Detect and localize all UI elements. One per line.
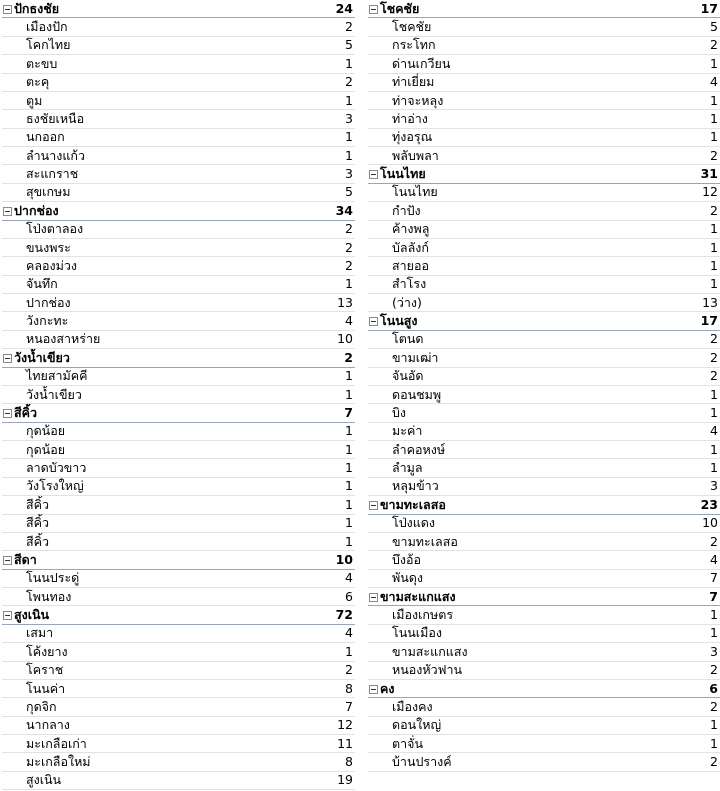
item-count: 8 [345, 754, 353, 770]
item-name: วังโรงใหญ่ [26, 478, 84, 494]
item-count: 1 [345, 515, 353, 531]
item-count: 8 [345, 680, 353, 696]
item-name: พันดุง [392, 570, 424, 586]
item-count: 1 [710, 276, 718, 292]
list-item[interactable] [368, 717, 720, 735]
item-name: บิง [392, 404, 407, 420]
list-item[interactable] [368, 643, 720, 661]
item-count: 2 [710, 37, 718, 53]
list-item[interactable] [368, 129, 720, 147]
item-count: 1 [345, 533, 353, 549]
group-header[interactable] [368, 0, 720, 18]
item-name: ขามทะเลสอ [392, 533, 458, 549]
item-count: 1 [710, 386, 718, 402]
item-count: 1 [710, 221, 718, 237]
item-name: สีคิ้ว [26, 496, 50, 512]
list-item[interactable] [368, 55, 720, 73]
item-name: ด่านเกวียน [392, 55, 451, 71]
item-count: 1 [345, 460, 353, 476]
group [2, 551, 355, 606]
item-count: 2 [710, 754, 718, 770]
list-item[interactable] [2, 753, 355, 771]
item-name: สีคิ้ว [26, 515, 50, 531]
group-name-text: ขามสะแกแสง [380, 588, 456, 604]
item-name: โนนเมือง [392, 625, 442, 641]
list-item[interactable] [368, 147, 720, 165]
item-count: 2 [710, 331, 718, 347]
group-header[interactable] [368, 680, 720, 698]
list-item[interactable] [368, 257, 720, 275]
item-count: 2 [345, 257, 353, 273]
item-name: โนนไทย [392, 184, 438, 200]
list-item[interactable] [368, 37, 720, 55]
group-name-text: คง [380, 680, 395, 696]
item-count: 1 [710, 129, 718, 145]
item-count: 2 [710, 368, 718, 384]
group-count: 17 [700, 0, 718, 16]
list-item[interactable] [368, 294, 720, 312]
item-count: 2 [345, 221, 353, 237]
group-count: 2 [344, 349, 353, 365]
item-name: ท่าเยี่ยม [392, 74, 435, 90]
item-name: ท่าจะหลุง [392, 92, 444, 108]
item-count: 1 [345, 478, 353, 494]
item-count: 2 [710, 533, 718, 549]
item-name: สุขเกษม [26, 184, 71, 200]
list-item[interactable] [368, 478, 720, 496]
list-item[interactable] [2, 92, 355, 110]
item-count: 11 [337, 735, 353, 751]
group-count: 34 [335, 202, 353, 218]
list-item[interactable] [2, 147, 355, 165]
item-name: กุดน้อย [26, 441, 66, 457]
item-count: 12 [337, 717, 353, 733]
item-count: 4 [710, 74, 718, 90]
item-count: 2 [710, 202, 718, 218]
item-count: 2 [710, 662, 718, 678]
item-count: 2 [345, 19, 353, 35]
group-name [2, 404, 344, 422]
item-count: 3 [345, 166, 353, 182]
list-item[interactable] [2, 643, 355, 661]
item-count: 1 [710, 110, 718, 126]
item-count: 3 [710, 478, 718, 494]
item-name: พลับพลา [392, 147, 439, 163]
group-name-text: โชคชัย [380, 0, 420, 16]
item-count: 1 [710, 460, 718, 476]
group-name [2, 551, 336, 569]
collapse-toggle-icon[interactable] [3, 5, 12, 14]
item-name: ตะขบ [26, 55, 58, 71]
list-item[interactable] [2, 37, 355, 55]
item-count: 3 [710, 643, 718, 659]
list-item[interactable] [368, 386, 720, 404]
item-count: 1 [345, 276, 353, 292]
list-item[interactable] [2, 478, 355, 496]
item-name: ดอนใหญ่ [392, 717, 442, 733]
group [2, 404, 355, 551]
item-count: 1 [710, 625, 718, 641]
list-item[interactable] [2, 184, 355, 202]
item-name: เมืองคง [392, 698, 433, 714]
group-name [368, 680, 709, 698]
collapse-toggle-icon[interactable] [369, 593, 378, 602]
list-item[interactable] [368, 459, 720, 477]
collapse-toggle-icon[interactable] [3, 207, 12, 216]
group-header[interactable] [2, 202, 355, 220]
item-name: บึงอ้อ [392, 551, 422, 567]
item-name: จันอัด [392, 368, 424, 384]
item-count: 1 [345, 441, 353, 457]
item-name: ลำมูล [392, 460, 423, 476]
list-item[interactable] [368, 276, 720, 294]
item-name: ตูม [26, 92, 43, 108]
item-count: 2 [710, 698, 718, 714]
item-count: 13 [702, 294, 718, 310]
group-name-text: โนนสูง [380, 313, 418, 329]
list-item[interactable] [368, 625, 720, 643]
list-item[interactable] [2, 459, 355, 477]
item-count: 2 [710, 147, 718, 163]
item-name: ปากช่อง [26, 294, 71, 310]
group [368, 0, 720, 165]
item-count: 2 [345, 662, 353, 678]
list-item[interactable] [2, 680, 355, 698]
item-name: สำโรง [392, 276, 427, 292]
group-header[interactable] [2, 0, 355, 18]
group-name [2, 606, 336, 624]
item-name: หลุมข้าว [392, 478, 439, 494]
item-name: วังกะทะ [26, 313, 69, 329]
item-name: โค้งยาง [26, 643, 68, 659]
list-item[interactable] [2, 698, 355, 716]
list-item[interactable] [368, 698, 720, 716]
item-count: 10 [337, 331, 353, 347]
group-header[interactable] [2, 404, 355, 422]
list-item[interactable] [368, 533, 720, 551]
list-item[interactable] [2, 533, 355, 551]
item-count: 12 [702, 184, 718, 200]
list-item[interactable] [368, 368, 720, 386]
list-item[interactable] [2, 735, 355, 753]
collapse-toggle-icon[interactable] [369, 317, 378, 326]
item-count: 1 [710, 735, 718, 751]
collapse-toggle-icon[interactable] [369, 501, 378, 510]
item-count: 4 [710, 423, 718, 439]
group [368, 496, 720, 588]
item-name: โป่งแดง [392, 515, 436, 531]
item-count: 1 [345, 129, 353, 145]
item-name: มะเกลือใหม่ [26, 754, 91, 770]
group-name-text: สีคิ้ว [14, 404, 38, 420]
item-count: 1 [345, 423, 353, 439]
item-name: โพนทอง [26, 588, 72, 604]
item-count: 1 [710, 404, 718, 420]
group-header[interactable] [368, 588, 720, 606]
group-header[interactable] [2, 551, 355, 569]
item-name: ขามสะแกแสง [392, 643, 468, 659]
item-name: โตนด [392, 331, 424, 347]
list-item[interactable] [368, 423, 720, 441]
item-name: โคราช [26, 662, 64, 678]
item-name: นกออก [26, 129, 65, 145]
item-count: 2 [345, 239, 353, 255]
list-item[interactable] [2, 18, 355, 36]
item-name: ลำคอหงษ์ [392, 441, 446, 457]
collapse-toggle-icon[interactable] [3, 354, 12, 363]
list-item[interactable] [2, 110, 355, 128]
item-count: 1 [710, 239, 718, 255]
group-name-text: วังน้ำเขียว [14, 349, 70, 365]
item-count: 1 [345, 147, 353, 163]
group-header[interactable] [2, 606, 355, 624]
item-count: 13 [337, 294, 353, 310]
group-name [2, 202, 336, 220]
group-name-text: ขามทะเลสอ [380, 496, 446, 512]
list-item[interactable] [368, 570, 720, 588]
item-name: หนองสาหร่าย [26, 331, 101, 347]
group-name [2, 0, 336, 18]
item-name: สีคิ้ว [26, 533, 50, 549]
item-count: 1 [710, 607, 718, 623]
item-name: มะเกลือเก่า [26, 735, 87, 751]
list-item[interactable] [368, 221, 720, 239]
item-name: ตะคุ [26, 74, 50, 90]
item-name: โคกไทย [26, 37, 71, 53]
item-name: สูงเนิน [26, 772, 62, 788]
list-item[interactable] [2, 515, 355, 533]
collapse-toggle-icon[interactable] [369, 685, 378, 694]
item-name: กำปัง [392, 202, 421, 218]
item-name: โป่งตาลอง [26, 221, 84, 237]
item-name: ธงชัยเหนือ [26, 110, 85, 126]
list-item[interactable] [368, 551, 720, 569]
list-item[interactable] [2, 717, 355, 735]
item-name: เสมา [26, 625, 54, 641]
group [2, 202, 355, 349]
item-count: 1 [345, 496, 353, 512]
collapse-toggle-icon[interactable] [3, 409, 12, 418]
item-name: จันทึก [26, 276, 58, 292]
item-count: 1 [345, 386, 353, 402]
item-count: 1 [710, 55, 718, 71]
item-count: 1 [710, 257, 718, 273]
list-item[interactable] [2, 496, 355, 514]
item-name: สายออ [392, 257, 429, 273]
list-item[interactable] [2, 165, 355, 183]
item-name: กุดน้อย [26, 423, 66, 439]
item-name: ดอนชมพู [392, 386, 442, 402]
group-header[interactable] [2, 349, 355, 367]
item-name: วังน้ำเขียว [26, 386, 82, 402]
list-item[interactable] [2, 331, 355, 349]
group-name-text: สีดา [14, 551, 37, 567]
list-item[interactable] [368, 753, 720, 771]
list-item[interactable] [368, 349, 720, 367]
group-header[interactable] [368, 312, 720, 330]
item-name: ค้างพลู [392, 221, 430, 237]
item-count: 10 [702, 515, 718, 531]
list-item[interactable] [368, 735, 720, 753]
item-name: ทุ่งอรุณ [392, 129, 433, 145]
group-name-text: สูงเนิน [14, 607, 50, 623]
group-name-text: ปักธงชัย [14, 0, 60, 16]
group-name [368, 588, 709, 606]
group-count: 31 [700, 166, 718, 182]
group-name [368, 496, 701, 514]
group-name-text: โนนไทย [380, 166, 426, 182]
list-item[interactable] [2, 312, 355, 330]
list-item[interactable] [2, 386, 355, 404]
item-count: 1 [345, 368, 353, 384]
list-item[interactable] [368, 239, 720, 257]
group-count: 7 [709, 588, 718, 604]
list-item[interactable] [368, 74, 720, 92]
group-name [368, 312, 701, 330]
item-name: (ว่าง) [392, 294, 422, 310]
group-count: 24 [335, 0, 353, 16]
list-item[interactable] [2, 55, 355, 73]
group-header[interactable] [368, 165, 720, 183]
list-item[interactable] [2, 772, 355, 790]
list-item[interactable] [2, 239, 355, 257]
list-item[interactable] [2, 257, 355, 275]
item-name: ขามเฒ่า [392, 349, 439, 365]
list-item[interactable] [2, 294, 355, 312]
collapse-toggle-icon[interactable] [369, 170, 378, 179]
item-count: 6 [345, 588, 353, 604]
group-count: 72 [335, 607, 353, 623]
item-name: เมืองเกษตร [392, 607, 454, 623]
group [2, 606, 355, 790]
left-column [2, 0, 355, 790]
item-name: โนนค่า [26, 680, 66, 696]
list-item[interactable] [2, 570, 355, 588]
list-item[interactable] [368, 184, 720, 202]
item-count: 1 [345, 92, 353, 108]
group [368, 680, 720, 772]
group-count: 23 [700, 496, 718, 512]
list-item[interactable] [368, 202, 720, 220]
collapse-toggle-icon[interactable] [3, 611, 12, 620]
item-name: เมืองปัก [26, 19, 68, 35]
item-name: ลาดบัวขาว [26, 460, 87, 476]
item-name: ตาจั่น [392, 735, 424, 751]
item-count: 1 [710, 717, 718, 733]
item-count: 3 [345, 110, 353, 126]
list-item[interactable] [368, 331, 720, 349]
list-item[interactable] [2, 276, 355, 294]
list-item[interactable] [368, 404, 720, 422]
list-item[interactable] [368, 18, 720, 36]
list-item[interactable] [2, 625, 355, 643]
group [368, 165, 720, 312]
group-name [368, 165, 701, 183]
item-count: 2 [345, 74, 353, 90]
item-name: ลำนางแก้ว [26, 147, 85, 163]
group [2, 349, 355, 404]
item-name: คลองม่วง [26, 257, 77, 273]
list-item[interactable] [368, 662, 720, 680]
group-count: 7 [344, 404, 353, 420]
item-name: มะค่า [392, 423, 423, 439]
list-item[interactable] [2, 423, 355, 441]
group [2, 0, 355, 202]
group [368, 312, 720, 496]
list-item[interactable] [2, 74, 355, 92]
item-count: 19 [337, 772, 353, 788]
item-count: 4 [345, 625, 353, 641]
group-count: 10 [335, 551, 353, 567]
item-name: ท่าอ่าง [392, 110, 428, 126]
group-name-text: ปากช่อง [14, 202, 59, 218]
collapse-toggle-icon[interactable] [369, 5, 378, 14]
right-column [368, 0, 720, 772]
item-name: กุดจิก [26, 698, 57, 714]
item-name: ไทยสามัคคี [26, 368, 88, 384]
list-item[interactable] [368, 515, 720, 533]
item-count: 4 [345, 313, 353, 329]
group-count: 6 [709, 680, 718, 696]
group-count: 17 [700, 313, 718, 329]
list-item[interactable] [2, 588, 355, 606]
list-item[interactable] [368, 92, 720, 110]
list-item[interactable] [2, 221, 355, 239]
item-count: 5 [345, 184, 353, 200]
item-count: 5 [345, 37, 353, 53]
list-item[interactable] [2, 368, 355, 386]
collapse-toggle-icon[interactable] [3, 556, 12, 565]
item-name: บัลลังก์ [392, 239, 429, 255]
item-count: 1 [710, 441, 718, 457]
list-item[interactable] [2, 441, 355, 459]
item-count: 4 [710, 551, 718, 567]
group-header[interactable] [368, 496, 720, 514]
item-name: นากลาง [26, 717, 70, 733]
item-count: 4 [345, 570, 353, 586]
item-count: 1 [710, 92, 718, 108]
item-count: 1 [345, 55, 353, 71]
item-count: 7 [345, 698, 353, 714]
group-name [2, 349, 344, 367]
item-name: หนองหัวฟาน [392, 662, 463, 678]
list-item[interactable] [368, 110, 720, 128]
item-name: ขนงพระ [26, 239, 71, 255]
item-name: บ้านปรางค์ [392, 754, 452, 770]
group [368, 588, 720, 680]
item-name: โชคชัย [392, 19, 432, 35]
item-count: 2 [710, 349, 718, 365]
item-name: โนนประดู่ [26, 570, 80, 586]
list-item[interactable] [2, 129, 355, 147]
list-item[interactable] [2, 662, 355, 680]
item-name: กระโทก [392, 37, 436, 53]
list-item[interactable] [368, 441, 720, 459]
group-name [368, 0, 701, 18]
list-item[interactable] [368, 606, 720, 624]
item-count: 7 [710, 570, 718, 586]
item-count: 5 [710, 19, 718, 35]
item-name: สะแกราช [26, 166, 79, 182]
item-count: 1 [345, 643, 353, 659]
